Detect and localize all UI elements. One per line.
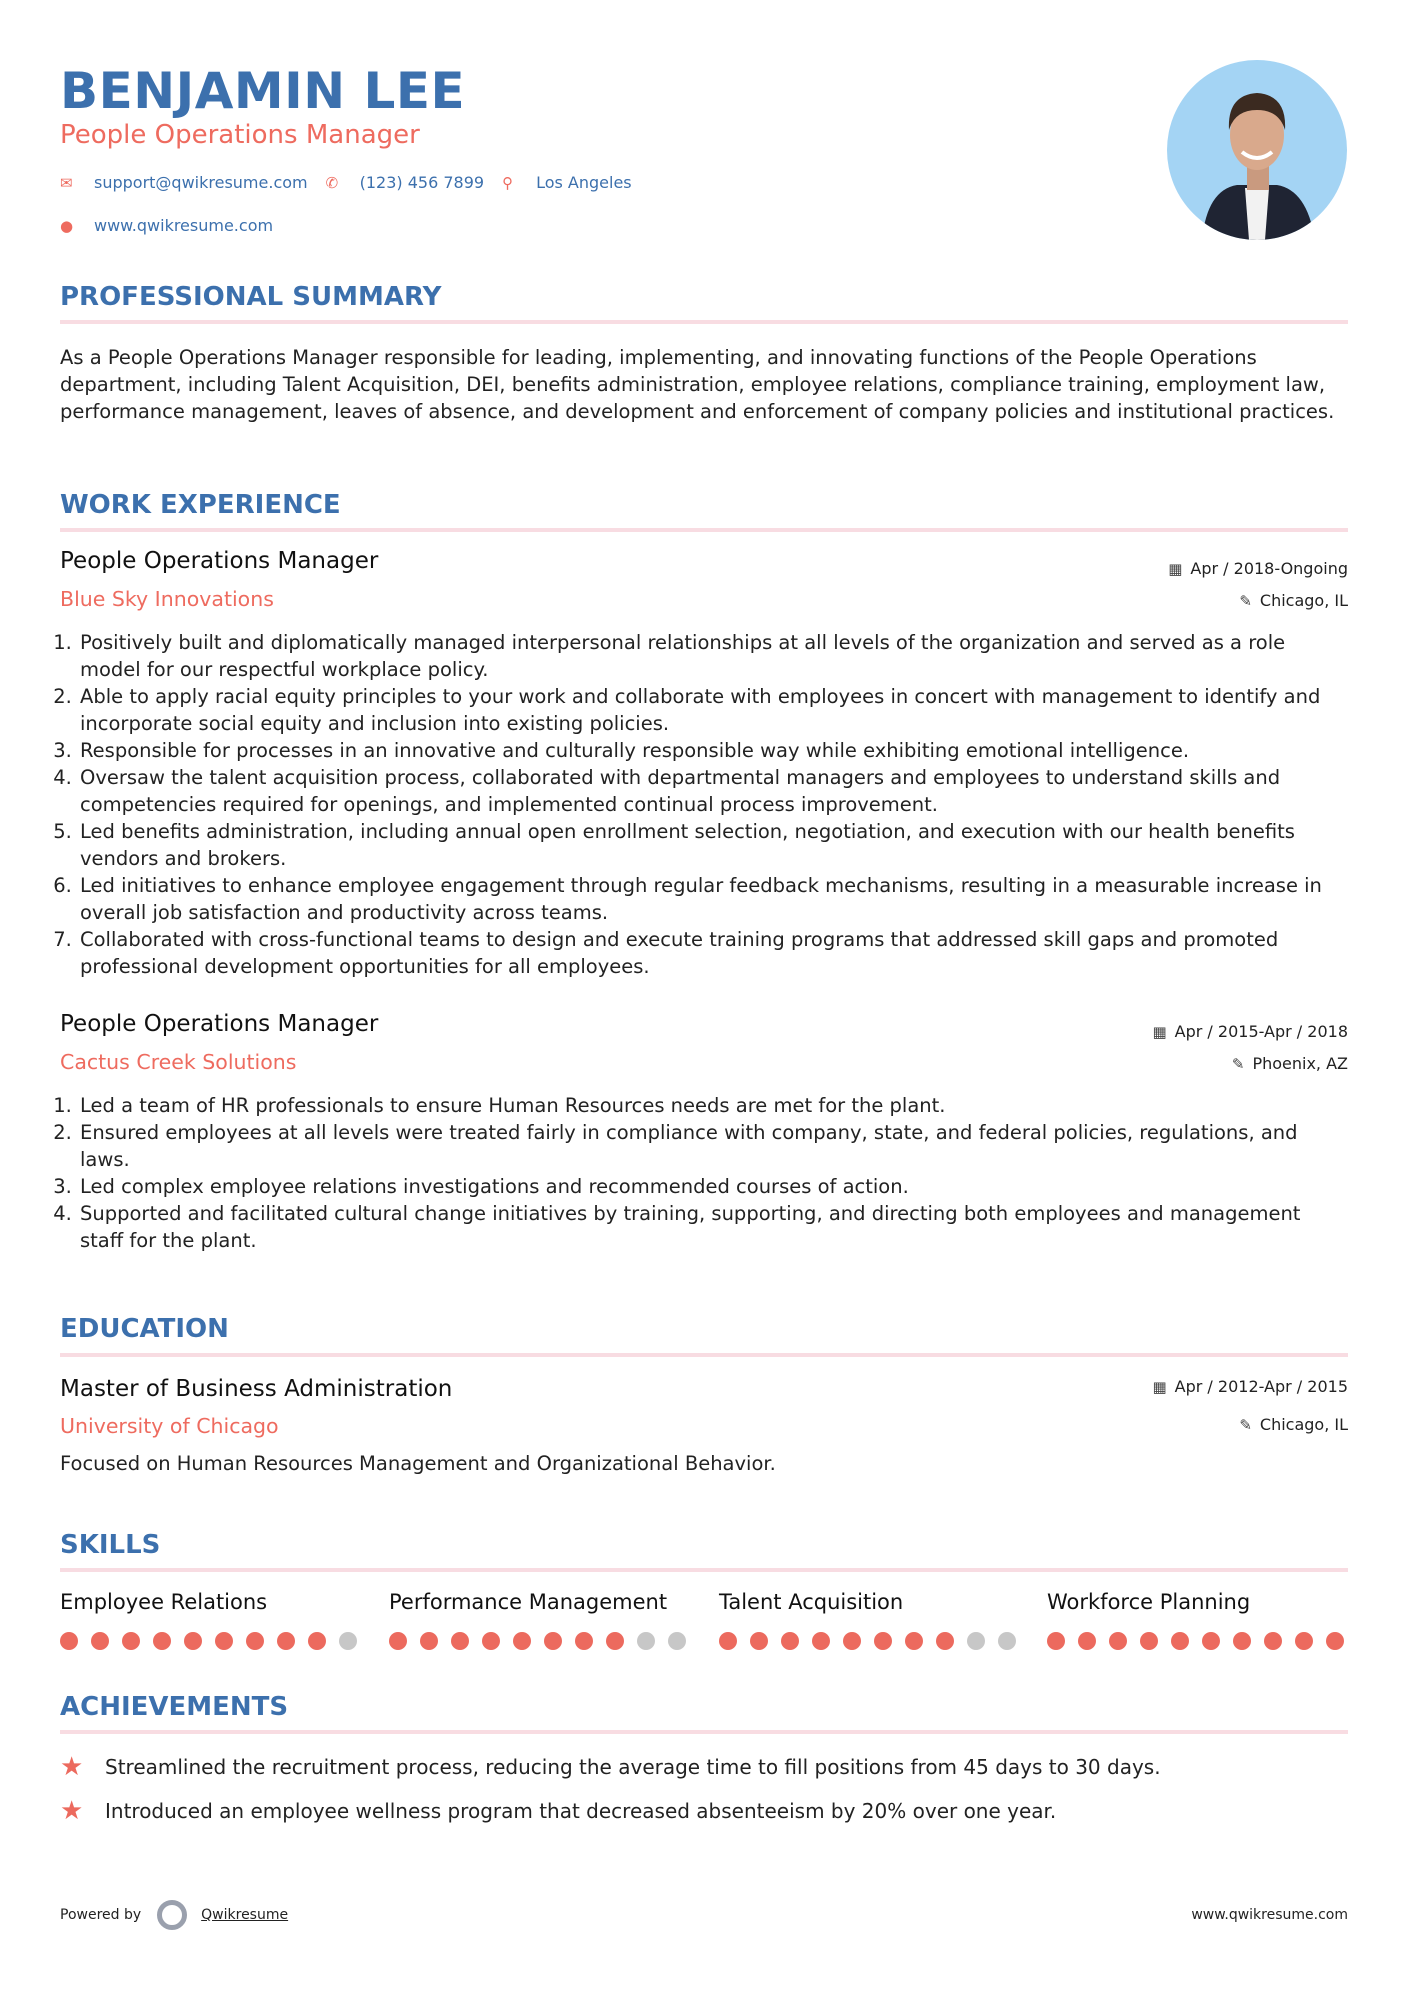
- map-pin-icon: ⚲: [502, 173, 514, 192]
- location-text: Chicago, IL: [1259, 591, 1348, 610]
- achievement-text: Introduced an employee wellness program that decreased absenteeism by 20% over one year.: [105, 1799, 1057, 1823]
- skill-item: [1047, 1590, 1347, 1650]
- education-dates: [1152, 1377, 1348, 1396]
- skill-item: [389, 1590, 689, 1650]
- skill-dot: [451, 1632, 469, 1650]
- email-link[interactable]: support@qwikresume.com: [94, 173, 308, 192]
- pin-icon: ✎: [1239, 1415, 1252, 1434]
- job-title: People Operations Manager: [60, 548, 379, 574]
- bullet-item: 1. Positively built and diplomatically managed interpersonal relationships at all levels of the organization and served as a role model for our respectful workplace policy.: [78, 629, 1348, 683]
- skill-dot: [750, 1632, 768, 1650]
- job-bullets: [60, 629, 1348, 980]
- achievement-text: Streamlined the recruitment process, reducing the average time to fill positions from 45 days to 30 days.: [105, 1755, 1161, 1779]
- location-text: Phoenix, AZ: [1252, 1054, 1348, 1073]
- star-icon: ★: [60, 1796, 84, 1826]
- skill-dot: [308, 1632, 326, 1650]
- skill-dot: [1078, 1632, 1096, 1650]
- job-dates: [1168, 559, 1348, 578]
- skill-dot: [874, 1632, 892, 1650]
- skill-name: Employee Relations: [60, 1590, 268, 1614]
- skill-dot: [91, 1632, 109, 1650]
- skill-dot: [544, 1632, 562, 1650]
- experience-heading: WORK EXPERIENCE: [60, 490, 341, 520]
- pin-icon: ✎: [1239, 591, 1252, 610]
- skill-dot: [1202, 1632, 1220, 1650]
- envelope-icon: ✉: [60, 173, 73, 192]
- bullet-item: 4. Oversaw the talent acquisition process, collaborated with departmental managers and employees to understand skills and competencies required for openings, and implemented continual process improvement.: [78, 764, 1348, 818]
- calendar-icon: ▦: [1152, 1377, 1167, 1396]
- skill-dot: [122, 1632, 140, 1650]
- skill-dot: [1295, 1632, 1313, 1650]
- skill-dot: [420, 1632, 438, 1650]
- calendar-icon: ▦: [1152, 1022, 1167, 1041]
- skill-dot: [575, 1632, 593, 1650]
- skill-dot: [936, 1632, 954, 1650]
- bullet-item: 2. Able to apply racial equity principles to your work and collaborate with employees in concert with management to identify and incorporate social equity and inclusion into existing policies.: [78, 683, 1348, 737]
- skill-item: [60, 1590, 360, 1650]
- skill-dot: [339, 1632, 357, 1650]
- bullet-item: 1. Led a team of HR professionals to ensure Human Resources needs are met for the plant.: [78, 1092, 1348, 1119]
- footer-site-link[interactable]: www.qwikresume.com: [1191, 1907, 1348, 1923]
- skills-heading: SKILLS: [60, 1530, 161, 1560]
- skill-dot: [513, 1632, 531, 1650]
- bullet-item: 2. Ensured employees at all levels were treated fairly in compliance with company, state, and federal policies, regulations, and laws.: [78, 1119, 1348, 1173]
- job-location: [1239, 591, 1348, 610]
- skill-rating: [719, 1632, 1019, 1650]
- website-link[interactable]: www.qwikresume.com: [94, 216, 274, 235]
- calendar-icon: ▦: [1168, 559, 1183, 578]
- brand-link[interactable]: Qwikresume: [201, 1907, 289, 1923]
- skill-dot: [246, 1632, 264, 1650]
- skill-dot: [215, 1632, 233, 1650]
- skill-dot: [1264, 1632, 1282, 1650]
- summary-text: As a People Operations Manager responsible for leading, implementing, and innovating functions of the People Operations department, including Talent Acquisition, DEI, benefits administration, employee relations, compliance training, employment law, performance management, leaves of absence, and development and enforcement of company policies and institutional practices.: [60, 346, 1335, 423]
- achievement-item: [60, 1796, 1056, 1826]
- pin-icon: ✎: [1231, 1054, 1245, 1073]
- dates-text: Apr / 2018-Ongoing: [1190, 559, 1348, 578]
- bullet-item: 4. Supported and facilitated cultural change initiatives by training, supporting, and directing both employees and management staff for the plant.: [78, 1200, 1348, 1254]
- skill-dot: [812, 1632, 830, 1650]
- achievements-heading: ACHIEVEMENTS: [60, 1692, 289, 1722]
- qwikresume-logo-icon: [157, 1900, 187, 1930]
- skill-dot: [1047, 1632, 1065, 1650]
- star-icon: ★: [60, 1752, 84, 1782]
- skill-dot: [637, 1632, 655, 1650]
- divider: [60, 1568, 1348, 1572]
- job-dates: [1152, 1022, 1348, 1041]
- skill-rating: [389, 1632, 689, 1650]
- phone-icon: ✆: [325, 173, 339, 192]
- education-location: [1239, 1415, 1348, 1434]
- skill-name: Performance Management: [389, 1590, 668, 1614]
- school-name: University of Chicago: [60, 1414, 279, 1438]
- skill-dot: [668, 1632, 686, 1650]
- skill-dot: [967, 1632, 985, 1650]
- bullet-item: 3. Responsible for processes in an innovative and culturally responsible way while exhibiting emotional intelligence.: [78, 737, 1348, 764]
- skill-rating: [60, 1632, 360, 1650]
- location-text: Los Angeles: [536, 173, 632, 192]
- skill-dot: [153, 1632, 171, 1650]
- skill-dot: [781, 1632, 799, 1650]
- skill-dot: [1140, 1632, 1158, 1650]
- achievement-item: [60, 1752, 1161, 1782]
- website-row: [60, 216, 273, 235]
- company-name: Blue Sky Innovations: [60, 587, 274, 611]
- candidate-name: BENJAMIN LEE: [60, 62, 466, 120]
- bullet-item: 3. Led complex employee relations investigations and recommended courses of action.: [78, 1173, 1348, 1200]
- degree-title: Master of Business Administration: [60, 1376, 453, 1402]
- candidate-title: People Operations Manager: [60, 120, 420, 150]
- bullet-item: 7. Collaborated with cross-functional teams to design and execute training programs that addressed skill gaps and promoted professional development opportunities for all employees.: [78, 926, 1348, 980]
- skill-dot: [1233, 1632, 1251, 1650]
- education-heading: EDUCATION: [60, 1314, 229, 1344]
- skill-dot: [184, 1632, 202, 1650]
- job-location: [1232, 1054, 1348, 1073]
- phone-text: (123) 456 7899: [359, 173, 485, 192]
- summary-heading: PROFESSIONAL SUMMARY: [60, 282, 442, 312]
- skill-dot: [998, 1632, 1016, 1650]
- dates-text: Apr / 2015-Apr / 2018: [1174, 1022, 1348, 1041]
- skill-dot: [482, 1632, 500, 1650]
- job-title: People Operations Manager: [60, 1011, 379, 1037]
- skill-dot: [277, 1632, 295, 1650]
- skill-dot: [1109, 1632, 1127, 1650]
- skill-dot: [843, 1632, 861, 1650]
- divider: [60, 1730, 1348, 1734]
- footer: [60, 1900, 1348, 1930]
- skill-name: Workforce Planning: [1047, 1590, 1251, 1614]
- dates-text: Apr / 2012-Apr / 2015: [1174, 1377, 1348, 1396]
- bullet-item: 5. Led benefits administration, including annual open enrollment selection, negotiation, and execution with our health benefits vendors and brokers.: [78, 818, 1348, 872]
- divider: [60, 1353, 1348, 1357]
- profile-photo: [1167, 60, 1347, 240]
- skill-dot: [719, 1632, 737, 1650]
- skill-dot: [60, 1632, 78, 1650]
- skill-dot: [606, 1632, 624, 1650]
- education-description: Focused on Human Resources Management and Organizational Behavior.: [60, 1452, 776, 1475]
- company-name: Cactus Creek Solutions: [60, 1050, 297, 1074]
- bullet-item: 6. Led initiatives to enhance employee engagement through regular feedback mechanisms, resulting in a measurable increase in overall job satisfaction and productivity across teams.: [78, 872, 1348, 926]
- skill-rating: [1047, 1632, 1347, 1650]
- globe-icon: ●: [60, 216, 74, 235]
- skill-dot: [1326, 1632, 1344, 1650]
- contact-row: [60, 173, 632, 192]
- skill-dot: [1171, 1632, 1189, 1650]
- skill-item: [719, 1590, 1019, 1650]
- powered-by-label: Powered by: [60, 1907, 142, 1923]
- divider: [60, 528, 1348, 532]
- location-text: Chicago, IL: [1259, 1415, 1348, 1434]
- skill-name: Talent Acquisition: [719, 1590, 904, 1614]
- skill-dot: [389, 1632, 407, 1650]
- skill-dot: [905, 1632, 923, 1650]
- job-bullets: [60, 1092, 1348, 1254]
- divider: [60, 320, 1348, 324]
